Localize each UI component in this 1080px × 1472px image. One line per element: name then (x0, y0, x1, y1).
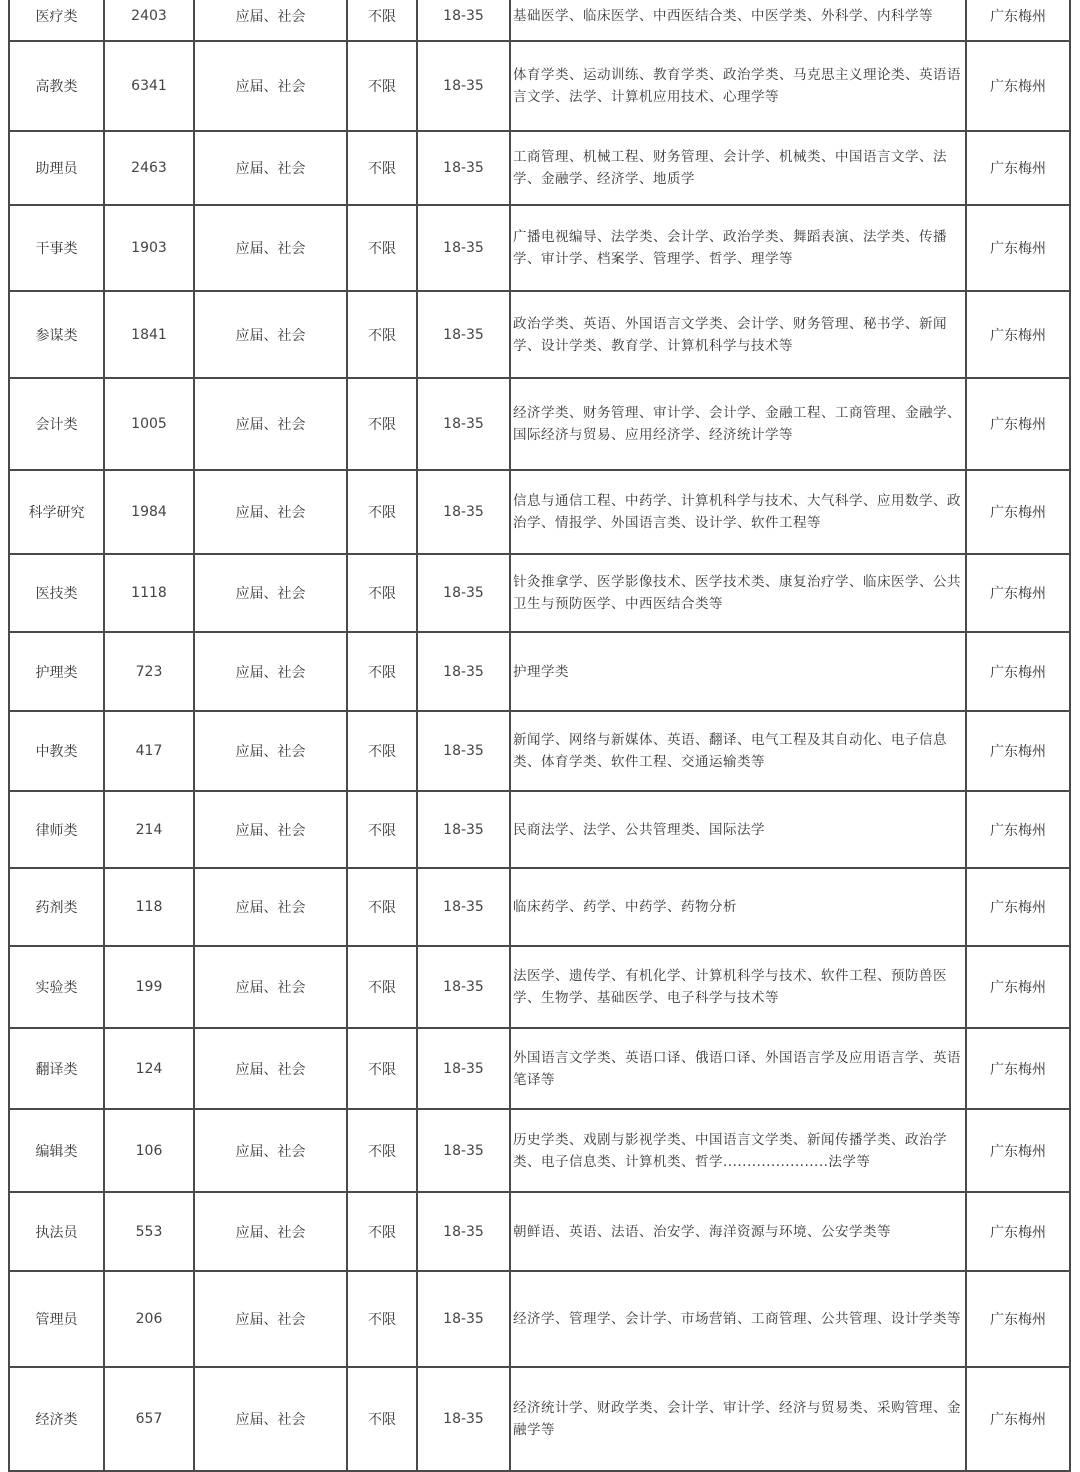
cell-limit: 不限 (347, 41, 417, 131)
table-row (9, 554, 1070, 632)
cell-location: 广东梅州 (966, 632, 1070, 711)
cell-count: 2403 (104, 0, 194, 41)
cell-count: 2463 (104, 131, 194, 205)
cell-limit: 不限 (347, 554, 417, 632)
cell-limit: 不限 (347, 632, 417, 711)
cell-source: 应届、社会 (194, 791, 347, 868)
cell-age-range: 18-35 (417, 1028, 510, 1109)
cell-location: 广东梅州 (966, 711, 1070, 791)
cell-category: 干事类 (9, 205, 104, 291)
cell-limit: 不限 (347, 1367, 417, 1471)
cell-age-range: 18-35 (417, 470, 510, 554)
cell-source: 应届、社会 (194, 632, 347, 711)
cell-count: 214 (104, 791, 194, 868)
cell-location: 广东梅州 (966, 554, 1070, 632)
cell-count: 1005 (104, 378, 194, 470)
cell-location: 广东梅州 (966, 41, 1070, 131)
table-row (9, 632, 1070, 711)
table-body (9, 0, 1070, 1471)
table-row (9, 0, 1070, 41)
table-row (9, 711, 1070, 791)
cell-limit: 不限 (347, 205, 417, 291)
cell-source: 应届、社会 (194, 946, 347, 1028)
cell-location: 广东梅州 (966, 1192, 1070, 1271)
cell-count: 1984 (104, 470, 194, 554)
table-row (9, 131, 1070, 205)
cell-category: 高教类 (9, 41, 104, 131)
cell-age-range: 18-35 (417, 632, 510, 711)
cell-count: 1841 (104, 291, 194, 378)
table-row (9, 1367, 1070, 1471)
cell-source: 应届、社会 (194, 1028, 347, 1109)
cell-location: 广东梅州 (966, 470, 1070, 554)
table-row (9, 791, 1070, 868)
cell-count: 417 (104, 711, 194, 791)
cell-count: 199 (104, 946, 194, 1028)
table-row (9, 868, 1070, 946)
cell-location: 广东梅州 (966, 1028, 1070, 1109)
cell-age-range: 18-35 (417, 291, 510, 378)
cell-majors: 经济学类、财务管理、审计学、会计学、金融工程、工商管理、金融学、国际经济与贸易、应用经济学、经济统计学等 (510, 378, 966, 470)
cell-count: 553 (104, 1192, 194, 1271)
cell-limit: 不限 (347, 791, 417, 868)
cell-category: 实验类 (9, 946, 104, 1028)
cell-majors: 历史学类、戏剧与影视学类、中国语言文学类、新闻传播学类、政治学类、电子信息类、计算机类、哲学......................法学等 (510, 1109, 966, 1192)
cell-limit: 不限 (347, 131, 417, 205)
cell-source: 应届、社会 (194, 470, 347, 554)
cell-majors: 法医学、遗传学、有机化学、计算机科学与技术、软件工程、预防兽医学、生物学、基础医学、电子科学与技术等 (510, 946, 966, 1028)
cell-location: 广东梅州 (966, 1109, 1070, 1192)
cell-majors: 体育学类、运动训练、教育学类、政治学类、马克思主义理论类、英语语言文学、法学、计算机应用技术、心理学等 (510, 41, 966, 131)
cell-count: 118 (104, 868, 194, 946)
cell-age-range: 18-35 (417, 378, 510, 470)
cell-category: 药剂类 (9, 868, 104, 946)
cell-source: 应届、社会 (194, 378, 347, 470)
cell-source: 应届、社会 (194, 41, 347, 131)
cell-source: 应届、社会 (194, 554, 347, 632)
cell-count: 6341 (104, 41, 194, 131)
cell-age-range: 18-35 (417, 1367, 510, 1471)
cell-age-range: 18-35 (417, 946, 510, 1028)
cell-category: 医疗类 (9, 0, 104, 41)
table-row (9, 1271, 1070, 1367)
cell-source: 应届、社会 (194, 1109, 347, 1192)
cell-location: 广东梅州 (966, 1367, 1070, 1471)
cell-limit: 不限 (347, 1271, 417, 1367)
cell-category: 中教类 (9, 711, 104, 791)
cell-limit: 不限 (347, 868, 417, 946)
cell-majors: 新闻学、网络与新媒体、英语、翻译、电气工程及其自动化、电子信息类、体育学类、软件工程、交通运输类等 (510, 711, 966, 791)
cell-source: 应届、社会 (194, 205, 347, 291)
cell-category: 助理员 (9, 131, 104, 205)
cell-source: 应届、社会 (194, 291, 347, 378)
cell-category: 编辑类 (9, 1109, 104, 1192)
cell-majors: 工商管理、机械工程、财务管理、会计学、机械类、中国语言文学、法学、金融学、经济学、地质学 (510, 131, 966, 205)
table-row (9, 378, 1070, 470)
cell-category: 科学研究 (9, 470, 104, 554)
cell-source: 应届、社会 (194, 1367, 347, 1471)
cell-majors: 政治学类、英语、外国语言文学类、会计学、财务管理、秘书学、新闻学、设计学类、教育学、计算机科学与技术等 (510, 291, 966, 378)
recruitment-table (8, 0, 1071, 1472)
cell-age-range: 18-35 (417, 131, 510, 205)
table-row (9, 41, 1070, 131)
cell-age-range: 18-35 (417, 711, 510, 791)
cell-majors: 经济统计学、财政学类、会计学、审计学、经济与贸易类、采购管理、金融学等 (510, 1367, 966, 1471)
cell-limit: 不限 (347, 946, 417, 1028)
cell-category: 会计类 (9, 378, 104, 470)
cell-majors: 朝鲜语、英语、法语、治安学、海洋资源与环境、公安学类等 (510, 1192, 966, 1271)
table-row (9, 291, 1070, 378)
cell-count: 124 (104, 1028, 194, 1109)
cell-category: 翻译类 (9, 1028, 104, 1109)
cell-limit: 不限 (347, 378, 417, 470)
recruitment-table-wrapper (8, 0, 1069, 1472)
cell-limit: 不限 (347, 0, 417, 41)
cell-location: 广东梅州 (966, 791, 1070, 868)
cell-limit: 不限 (347, 711, 417, 791)
cell-source: 应届、社会 (194, 0, 347, 41)
cell-category: 护理类 (9, 632, 104, 711)
cell-category: 医技类 (9, 554, 104, 632)
cell-limit: 不限 (347, 1028, 417, 1109)
cell-age-range: 18-35 (417, 205, 510, 291)
table-row (9, 470, 1070, 554)
cell-source: 应届、社会 (194, 868, 347, 946)
cell-majors: 临床药学、药学、中药学、药物分析 (510, 868, 966, 946)
cell-age-range: 18-35 (417, 41, 510, 131)
cell-source: 应届、社会 (194, 1192, 347, 1271)
table-row (9, 1109, 1070, 1192)
cell-age-range: 18-35 (417, 1109, 510, 1192)
cell-category: 执法员 (9, 1192, 104, 1271)
cell-count: 1118 (104, 554, 194, 632)
cell-location: 广东梅州 (966, 291, 1070, 378)
cell-location: 广东梅州 (966, 0, 1070, 41)
cell-limit: 不限 (347, 1192, 417, 1271)
cell-majors: 外国语言文学类、英语口译、俄语口译、外国语言学及应用语言学、英语笔译等 (510, 1028, 966, 1109)
cell-location: 广东梅州 (966, 378, 1070, 470)
table-row (9, 1192, 1070, 1271)
cell-location: 广东梅州 (966, 1271, 1070, 1367)
cell-age-range: 18-35 (417, 0, 510, 41)
cell-category: 律师类 (9, 791, 104, 868)
cell-limit: 不限 (347, 1109, 417, 1192)
cell-location: 广东梅州 (966, 946, 1070, 1028)
cell-count: 206 (104, 1271, 194, 1367)
cell-count: 657 (104, 1367, 194, 1471)
cell-location: 广东梅州 (966, 205, 1070, 291)
cell-majors: 经济学、管理学、会计学、市场营销、工商管理、公共管理、设计学类等 (510, 1271, 966, 1367)
cell-majors: 广播电视编导、法学类、会计学、政治学类、舞蹈表演、法学类、传播学、审计学、档案学、管理学、哲学、理学等 (510, 205, 966, 291)
cell-location: 广东梅州 (966, 868, 1070, 946)
table-row (9, 1028, 1070, 1109)
table-row (9, 946, 1070, 1028)
cell-age-range: 18-35 (417, 868, 510, 946)
cell-majors: 针灸推拿学、医学影像技术、医学技术类、康复治疗学、临床医学、公共卫生与预防医学、中西医结合类等 (510, 554, 966, 632)
cell-count: 1903 (104, 205, 194, 291)
cell-source: 应届、社会 (194, 711, 347, 791)
cell-limit: 不限 (347, 291, 417, 378)
cell-count: 106 (104, 1109, 194, 1192)
table-row (9, 205, 1070, 291)
cell-category: 参谋类 (9, 291, 104, 378)
cell-age-range: 18-35 (417, 1192, 510, 1271)
cell-majors: 信息与通信工程、中药学、计算机科学与技术、大气科学、应用数学、政治学、情报学、外国语言类、设计学、软件工程等 (510, 470, 966, 554)
cell-source: 应届、社会 (194, 1271, 347, 1367)
cell-majors: 基础医学、临床医学、中西医结合类、中医学类、外科学、内科学等 (510, 0, 966, 41)
cell-age-range: 18-35 (417, 554, 510, 632)
cell-location: 广东梅州 (966, 131, 1070, 205)
cell-majors: 护理学类 (510, 632, 966, 711)
cell-category: 经济类 (9, 1367, 104, 1471)
cell-count: 723 (104, 632, 194, 711)
cell-majors: 民商法学、法学、公共管理类、国际法学 (510, 791, 966, 868)
cell-age-range: 18-35 (417, 791, 510, 868)
cell-limit: 不限 (347, 470, 417, 554)
cell-source: 应届、社会 (194, 131, 347, 205)
cell-category: 管理员 (9, 1271, 104, 1367)
cell-age-range: 18-35 (417, 1271, 510, 1367)
